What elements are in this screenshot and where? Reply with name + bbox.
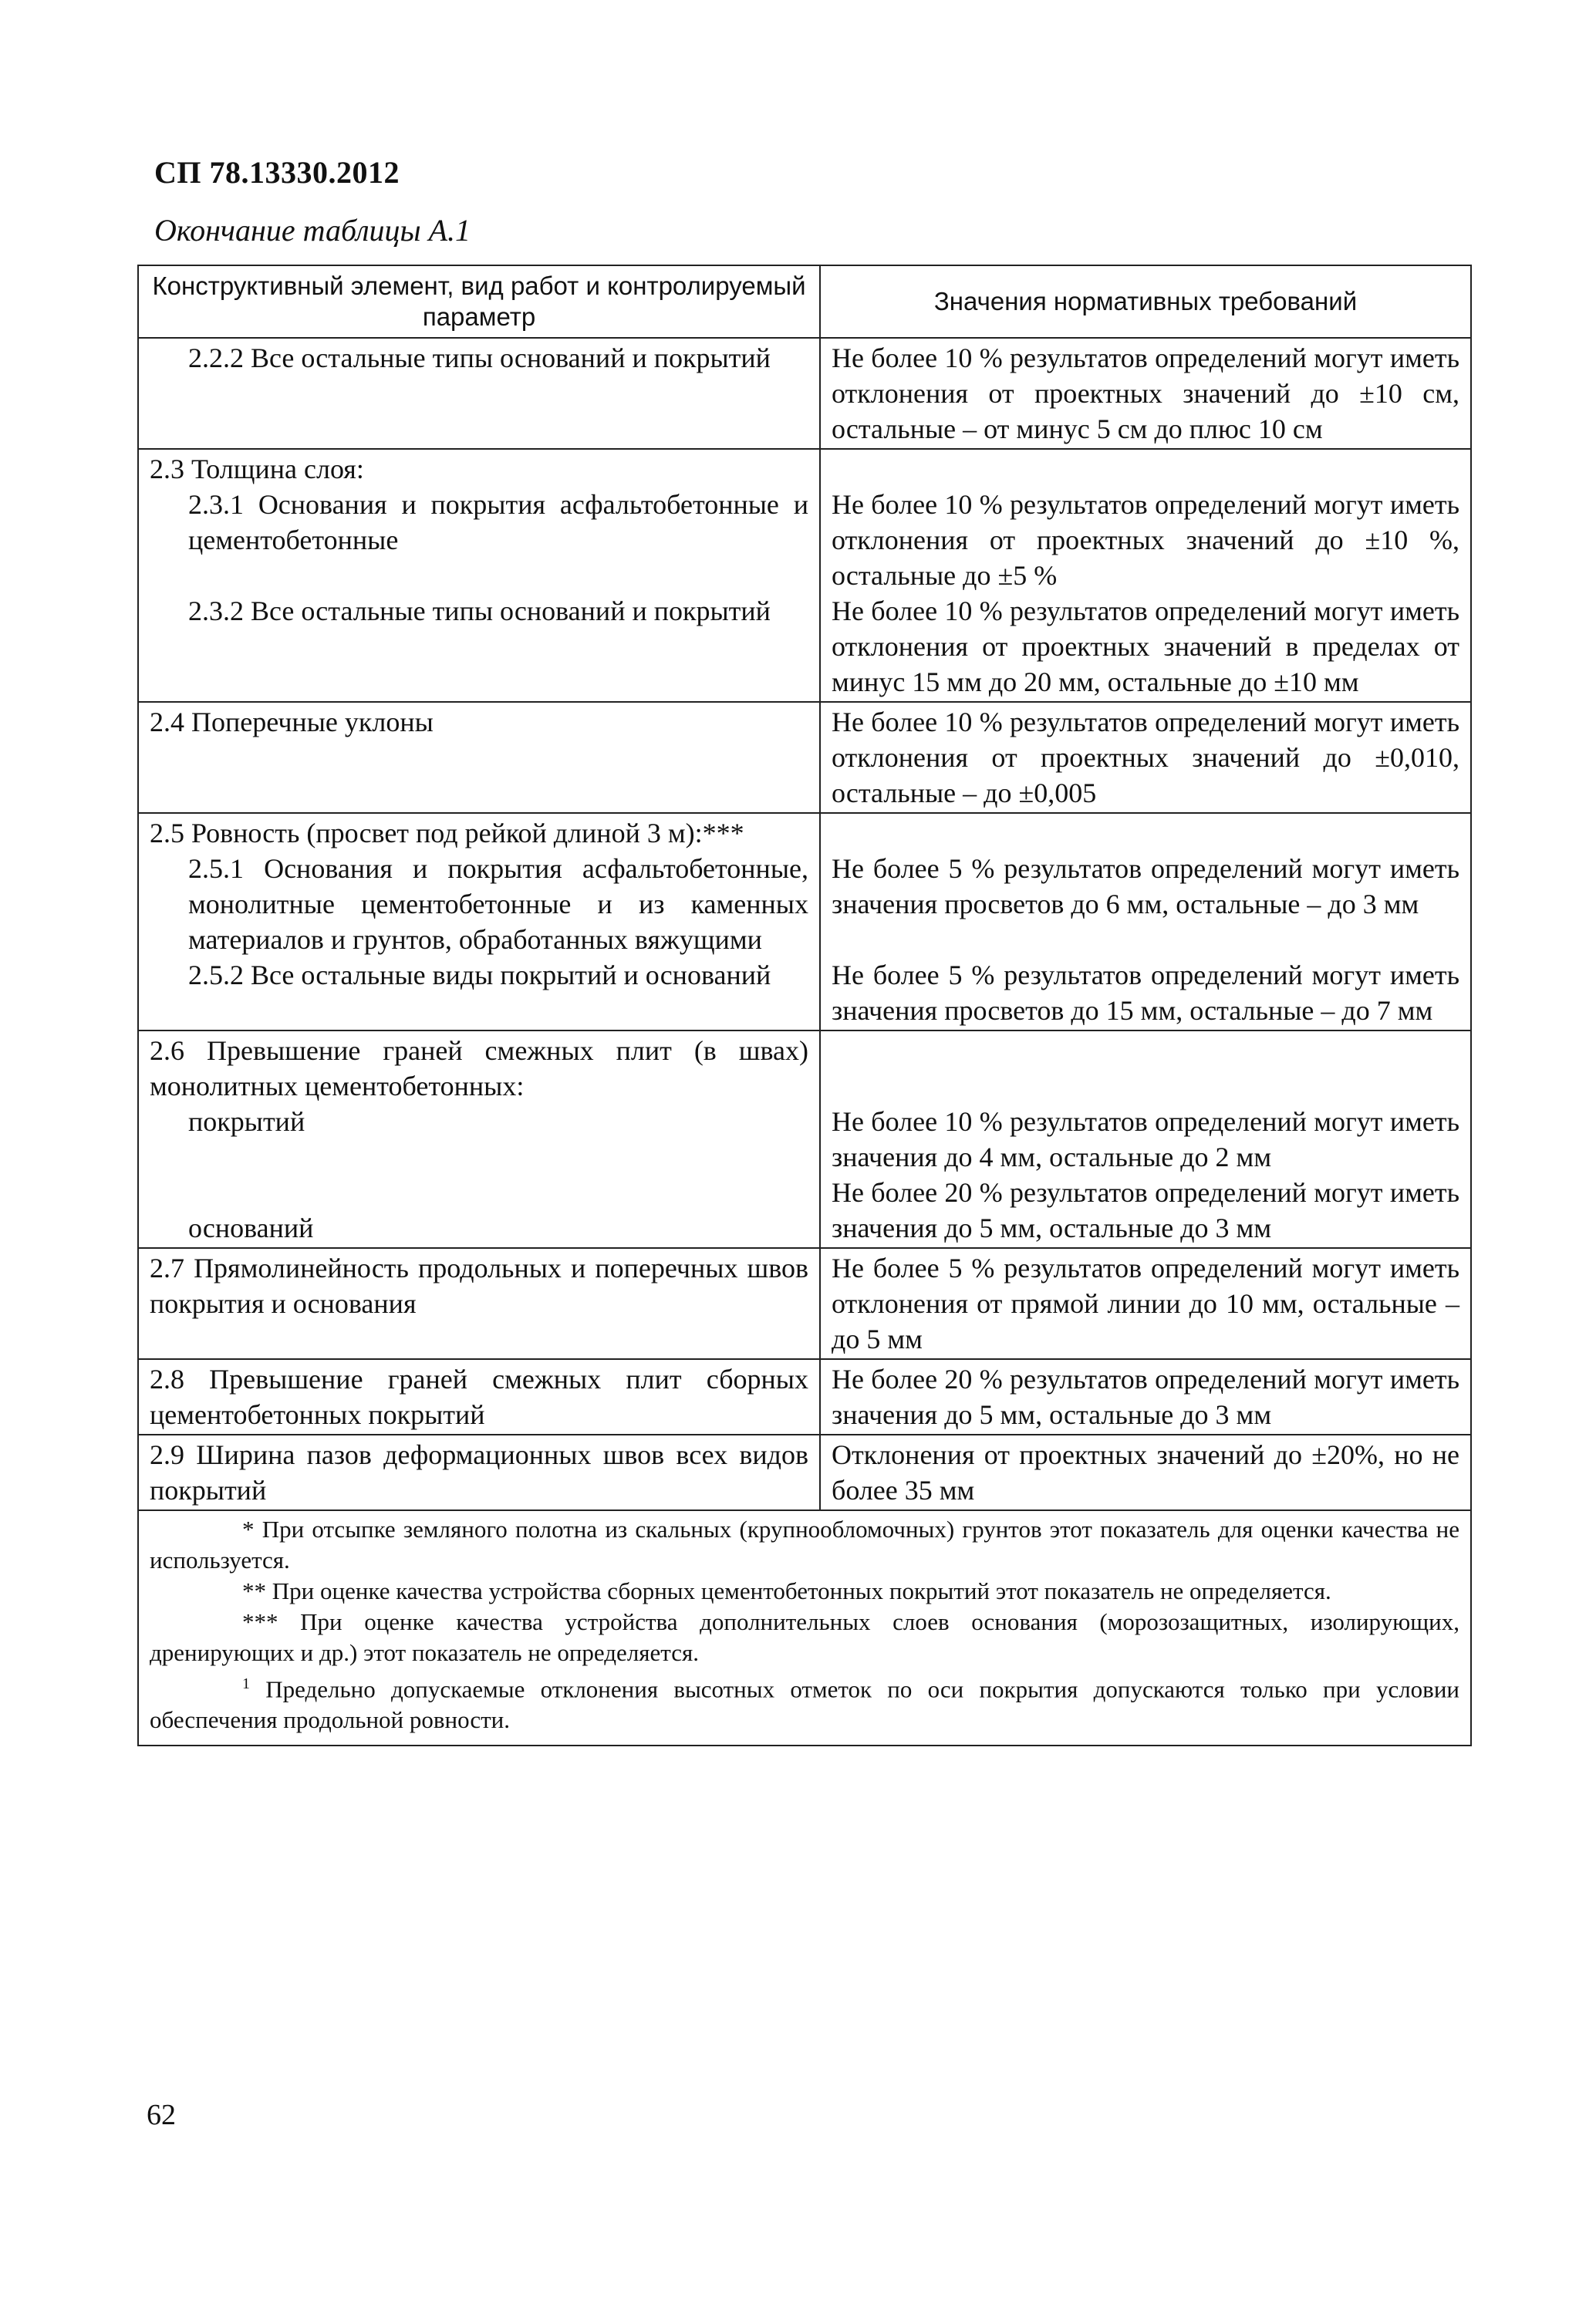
row-2-5-2-label: 2.5.2 Все остальные виды покрытий и оснований xyxy=(188,960,771,990)
footnote-4 xyxy=(150,1668,1459,1736)
row-2-3-title: 2.3 Толщина слоя: xyxy=(150,454,364,484)
row-2-6-pavement-value: Не более 10 % результатов определений могут иметь значения до 4 мм, остальные до 2 мм xyxy=(832,1106,1459,1172)
row-2-3-1-value: Не более 10 % результатов определений могут иметь отклонения от проектных значений до ±10 %, остальные до ±5 % xyxy=(832,489,1459,591)
row-2-4-requirement xyxy=(820,702,1471,813)
row-2-4-value: Не более 10 % результатов определений могут иметь отклонения от проектных значений до ±0,010, остальные – до ±0,005 xyxy=(832,707,1459,808)
table-row xyxy=(138,702,1471,813)
footnote-4-mark: 1 xyxy=(242,1675,250,1692)
row-2-9-element xyxy=(138,1435,820,1510)
footnote-4-text: Предельно допускаемые отклонения высотных отметок по оси покрытия допускаются только при условии обеспечения продольной ровности. xyxy=(150,1675,1460,1734)
table-row xyxy=(138,813,1471,1031)
row-2-7-value: Не более 5 % результатов определений могут иметь отклонения от прямой линии до 10 мм, остальные – до 5 мм xyxy=(832,1253,1459,1354)
row-2-5-title: 2.5 Ровность (просвет под рейкой длиной 3 м):*** xyxy=(150,818,744,848)
row-2-7-requirement xyxy=(820,1248,1471,1359)
row-2-2-2-value: Не более 10 % результатов определений могут иметь отклонения от проектных значений до ±10 см, остальные – от минус 5 см до плюс 10 см xyxy=(832,342,1459,444)
row-2-5-1-label: 2.5.1 Основания и покрытия асфальтобетонные, монолитные цементобетонные и из каменных материалов и грунтов, обработанных вяжущими xyxy=(188,853,808,955)
row-2-3-element xyxy=(138,449,820,702)
row-2-9-value: Отклонения от проектных значений до ±20%, но не более 35 мм xyxy=(832,1439,1459,1506)
column-header-requirements: Значения нормативных требований xyxy=(820,265,1471,338)
footnotes-row xyxy=(138,1510,1471,1746)
table-row xyxy=(138,1248,1471,1359)
row-2-2-2-label: 2.2.2 Все остальные типы оснований и покрытий xyxy=(188,342,771,373)
row-2-8-label: 2.8 Превышение граней смежных плит сборных цементобетонных покрытий xyxy=(150,1364,808,1430)
row-2-6-element xyxy=(138,1031,820,1248)
row-2-8-element xyxy=(138,1359,820,1435)
row-2-8-value: Не более 20 % результатов определений могут иметь значения до 5 мм, остальные до 3 мм xyxy=(832,1364,1459,1430)
page-number: 62 xyxy=(147,2099,176,2131)
row-2-5-2-value: Не более 5 % результатов определений могут иметь значения просветов до 15 мм, остальные – до 7 мм xyxy=(832,960,1459,1026)
table-caption: Окончание таблицы А.1 xyxy=(154,213,471,248)
row-2-6-title: 2.6 Превышение граней смежных плит (в швах) монолитных цементобетонных: xyxy=(150,1035,808,1101)
document-code: СП 78.13330.2012 xyxy=(154,155,400,190)
row-2-7-element xyxy=(138,1248,820,1359)
table-row xyxy=(138,1031,1471,1248)
table-row xyxy=(138,1435,1471,1510)
footnote-1: * При отсыпке земляного полотна из скальных (крупнообломочных) грунтов этот показатель для оценки качества не используется. xyxy=(150,1516,1459,1574)
row-2-9-requirement xyxy=(820,1435,1471,1510)
table-header-row xyxy=(138,265,1471,338)
row-2-4-label: 2.4 Поперечные уклоны xyxy=(150,707,434,737)
table-row xyxy=(138,449,1471,702)
footnotes-cell xyxy=(138,1510,1471,1746)
row-2-5-1-value: Не более 5 % результатов определений могут иметь значения просветов до 6 мм, остальные – до 3 мм xyxy=(832,853,1459,919)
row-2-3-2-label: 2.3.2 Все остальные типы оснований и покрытий xyxy=(188,595,771,626)
row-2-3-2-value: Не более 10 % результатов определений могут иметь отклонения от проектных значений в пределах от минус 15 мм до 20 мм, остальные до ±10 мм xyxy=(832,595,1459,697)
row-2-6-pavement-label: покрытий xyxy=(188,1106,305,1137)
table-row xyxy=(138,1359,1471,1435)
row-2-6-base-value: Не более 20 % результатов определений могут иметь значения до 5 мм, остальные до 3 мм xyxy=(832,1177,1459,1243)
requirements-table xyxy=(137,265,1472,1746)
row-2-2-2-requirement xyxy=(820,338,1471,449)
table-row xyxy=(138,338,1471,449)
row-2-7-label: 2.7 Прямолинейность продольных и поперечных швов покрытия и основания xyxy=(150,1253,808,1319)
row-2-5-element xyxy=(138,813,820,1031)
row-2-5-requirement xyxy=(820,813,1471,1031)
row-2-3-1-label: 2.3.1 Основания и покрытия асфальтобетонные и цементобетонные xyxy=(188,489,808,555)
row-2-6-base-label: оснований xyxy=(188,1213,314,1243)
row-2-3-requirement xyxy=(820,449,1471,702)
row-2-9-label: 2.9 Ширина пазов деформационных швов всех видов покрытий xyxy=(150,1439,808,1506)
footnote-3: *** При оценке качества устройства дополнительных слоев основания (морозозащитных, изолирующих, дренирующих и др.) этот показатель не определяется. xyxy=(150,1608,1459,1666)
column-header-element: Конструктивный элемент, вид работ и контролируемый параметр xyxy=(138,265,820,338)
row-2-2-2-element xyxy=(138,338,820,449)
row-2-6-requirement xyxy=(820,1031,1471,1248)
footnote-2: ** При оценке качества устройства сборных цементобетонных покрытий этот показатель не определяется. xyxy=(242,1577,1331,1604)
row-2-4-element xyxy=(138,702,820,813)
row-2-8-requirement xyxy=(820,1359,1471,1435)
